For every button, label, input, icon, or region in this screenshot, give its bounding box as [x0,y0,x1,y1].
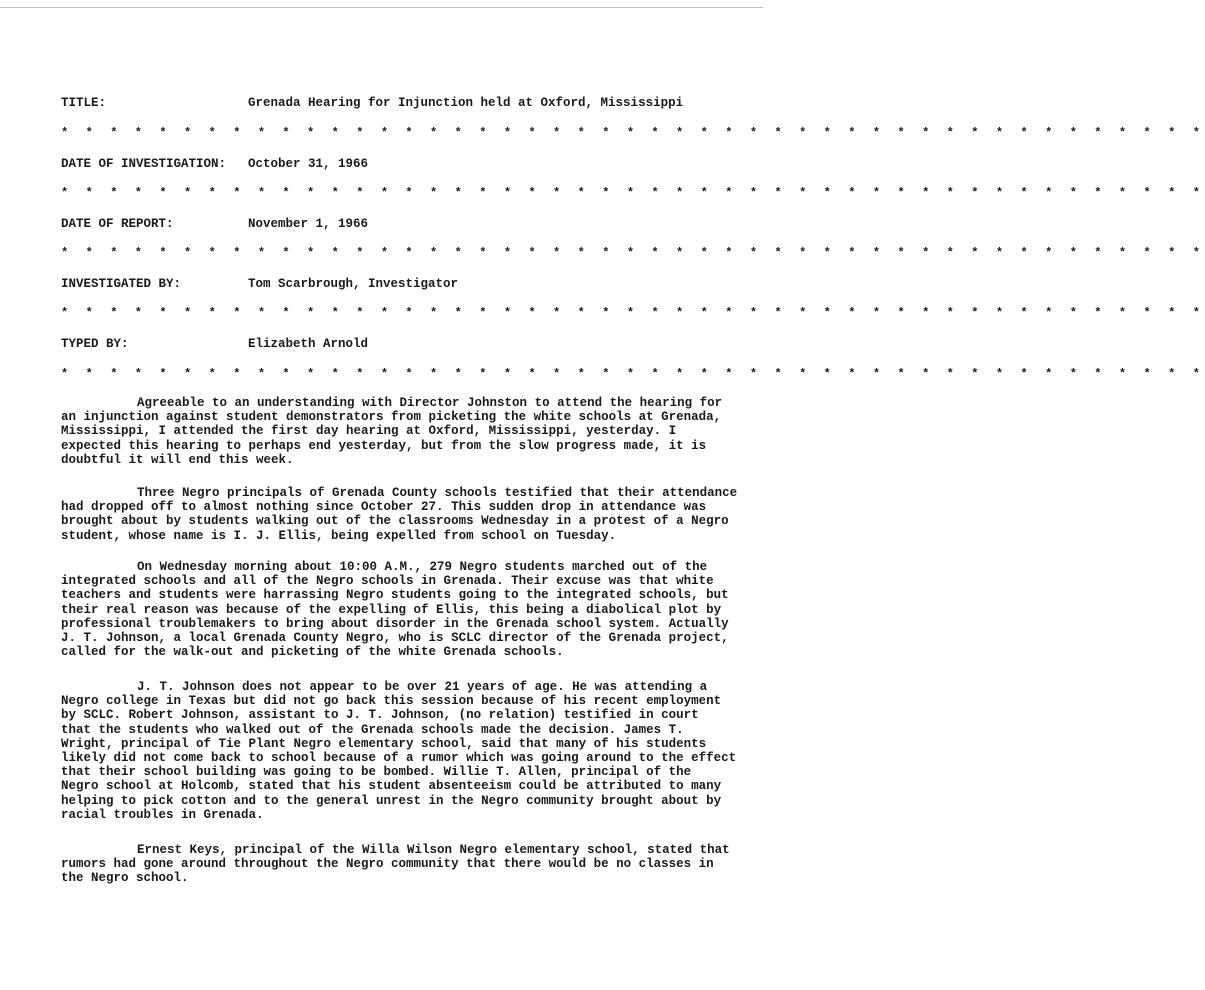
separator: * * * * * * * * * * * * * * * * * * * * * * * * * * * * * * * * * * * * * * * * * * * * * * * [61,246,1205,260]
text-line: likely did not come back to school because of a rumor which was going around to the effect [61,751,737,766]
text-line: student, whose name is I. J. Ellis, being expelled from school on Tuesday. [61,528,617,543]
text-line: Wright, principal of Tie Plant Negro elementary school, said that many of his students [61,736,707,751]
text-line: professional troublemakers to bring about disorder in the Grenada school system. Actually [61,616,729,631]
text-line: had dropped off to almost nothing since October 27. This sudden drop in attendance was [61,500,707,515]
text-line: the Negro school. [61,871,189,886]
text-line: helping to pick cotton and to the general unrest in the Negro community brought about by [61,793,722,808]
text-line: expected this hearing to perhaps end yesterday, but from the slow progress made, it is [61,438,707,453]
separator: * * * * * * * * * * * * * * * * * * * * * * * * * * * * * * * * * * * * * * * * * * * * * * * [61,186,1205,200]
paragraph-5 [61,843,745,886]
text-line: their real reason was because of the expelling of Ellis, this being a diabolical plot by [61,602,722,617]
text-line: Negro college in Texas but did not go back this session because of his recent employment [61,694,722,709]
text-line: Negro school at Holcomb, stated that his student absenteeism could be attributed to many [61,779,722,794]
text-line: an injunction against student demonstrators from picketing the white schools at Grenada, [61,410,722,425]
date-investigation-label: DATE OF INVESTIGATION: [61,157,227,171]
paragraph-1 [61,396,745,467]
text-line: Ernest Keys, principal of the Willa Wilson Negro elementary school, stated that [137,843,730,857]
text-line: Agreeable to an understanding with Director Johnston to attend the hearing for [137,396,723,410]
text-line: Three Negro principals of Grenada County schools testified that their attendance [137,486,738,500]
typed-by-label: TYPED BY: [61,337,129,351]
text-line: racial troubles in Grenada. [61,807,264,822]
text-line: that their school building was going to be bombed. Willie T. Allen, principal of the [61,765,692,780]
text-line: brought about by students walking out of the classrooms Wednesday in a protest of a Negro [61,514,729,529]
title-label: TITLE: [61,96,107,110]
date-investigation-value: October 31, 1966 [248,157,369,171]
separator: * * * * * * * * * * * * * * * * * * * * * * * * * * * * * * * * * * * * * * * * * * * * * * * [61,126,1205,140]
text-line: J. T. Johnson, a local Grenada County Negro, who is SCLC director of the Grenada project, [61,631,729,646]
title-value: Grenada Hearing for Injunction held at Oxford, Mississippi [248,96,684,110]
separator: * * * * * * * * * * * * * * * * * * * * * * * * * * * * * * * * * * * * * * * * * * * * * * * [61,367,1205,381]
text-line: teachers and students were harrassing Negro students going to the integrated schools, but [61,588,729,603]
paragraph-4 [61,680,745,822]
text-line: that the students who walked out of the Grenada schools made the decision. James T. [61,722,684,737]
paragraph-3 [61,560,745,659]
text-line: integrated schools and all of the Negro schools in Grenada. Their excuse was that white [61,574,714,589]
separator: * * * * * * * * * * * * * * * * * * * * * * * * * * * * * * * * * * * * * * * * * * * * * * * [61,306,1205,320]
text-line: J. T. Johnson does not appear to be over 21 years of age. He was attending a [137,680,708,694]
date-report-label: DATE OF REPORT: [61,217,174,231]
text-line: called for the walk-out and picketing of the white Grenada schools. [61,645,564,660]
text-line: Mississippi, I attended the first day hearing at Oxford, Mississippi, yesterday. I [61,424,677,439]
text-line: doubtful it will end this week. [61,452,294,467]
text-line: On Wednesday morning about 10:00 A.M., 279 Negro students marched out of the [137,560,708,574]
investigated-by-label: INVESTIGATED BY: [61,277,182,291]
text-line: by SCLC. Robert Johnson, assistant to J. T. Johnson, (no relation) testified in court [61,708,699,723]
investigated-by-value: Tom Scarbrough, Investigator [248,277,459,291]
date-report-value: November 1, 1966 [248,217,369,231]
paragraph-2 [61,486,745,543]
text-line: rumors had gone around throughout the Negro community that there would be no classes in [61,857,714,872]
typed-by-value: Elizabeth Arnold [248,337,369,351]
